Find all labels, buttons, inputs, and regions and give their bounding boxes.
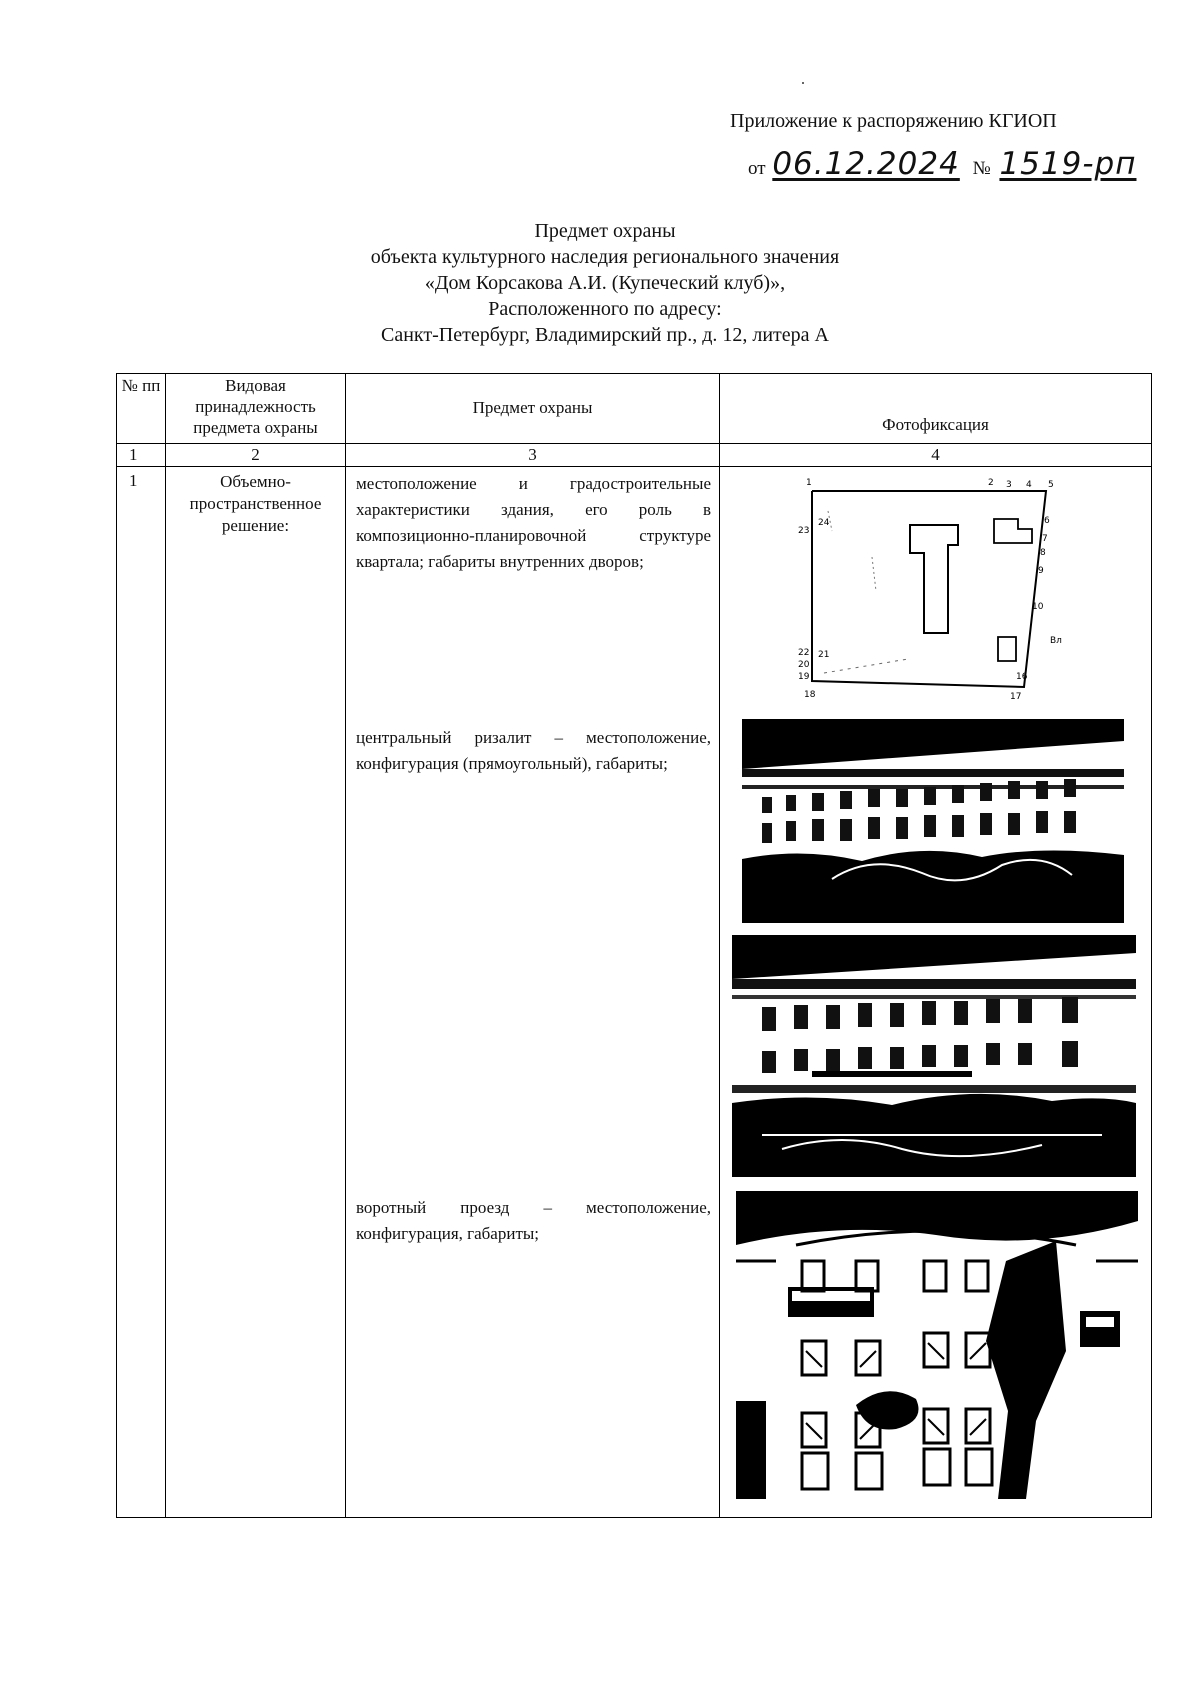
subject-item: центральный ризалит – местоположение, конфигурация (прямоугольный), габариты; <box>356 728 711 773</box>
header-row <box>117 374 1152 444</box>
row-number: 1 <box>117 467 166 1518</box>
header-subject: Предмет охраны <box>346 374 720 444</box>
order-date: 06.12.2024 <box>772 146 960 182</box>
col-number: 2 <box>166 444 346 467</box>
order-line <box>748 146 1136 182</box>
header-kind: Видовая принадлежность предмета охраны <box>166 374 346 444</box>
plan-point-label: 9 <box>1038 566 1044 576</box>
plan-point-label: 5 <box>1048 480 1054 490</box>
plan-point-label: 1 <box>806 478 812 488</box>
plan-point-label: 6 <box>1044 516 1050 526</box>
site-plan-icon <box>798 473 1098 705</box>
title-line-1: Предмет охраны <box>534 220 676 242</box>
row-kind: Объемно-пространственное решение: <box>166 467 346 1518</box>
col-number: 4 <box>720 444 1152 467</box>
plan-side-label: Вл <box>1050 636 1062 646</box>
header-photo: Фотофиксация <box>720 374 1152 444</box>
plan-point-label: 7 <box>1042 534 1048 544</box>
plan-point-label: 4 <box>1026 480 1032 490</box>
plan-point-label: 22 <box>798 648 810 658</box>
order-number: 1519-рп <box>999 146 1137 182</box>
subject-item: местоположение и градостроительные характеристики здания, его роль в композиционно-планировочной структуре квартала; габариты внутренних дворов; <box>356 474 711 571</box>
plan-point-label: 2 <box>988 478 994 488</box>
column-numbers-row <box>117 444 1152 467</box>
protection-table <box>116 373 1152 1518</box>
annex-title: Приложение к распоряжению КГИОП <box>730 110 1057 132</box>
plan-point-label: 23 <box>798 526 810 536</box>
plan-point-label: 19 <box>798 672 810 682</box>
number-sign: № <box>972 158 991 179</box>
plan-point-label: 21 <box>818 650 830 660</box>
col-number: 1 <box>117 444 166 467</box>
subject-item: воротный проезд – местоположение, конфигурация, габариты; <box>356 1198 711 1243</box>
row-subject-cell <box>346 467 720 1518</box>
row-photo-cell <box>720 467 1152 1518</box>
facade-photo-icon <box>742 719 1124 923</box>
gateway-photo-icon <box>736 1191 1138 1499</box>
plan-point-label: 18 <box>804 690 816 700</box>
title-line-4: Расположенного по адресу: <box>488 298 722 320</box>
title-line-5: Санкт-Петербург, Владимирский пр., д. 12, литера А <box>380 324 829 346</box>
col-number: 3 <box>346 444 720 467</box>
facade-photo-icon <box>732 935 1136 1177</box>
plan-point-label: 3 <box>1006 480 1012 490</box>
plan-point-label: 17 <box>1010 692 1022 702</box>
order-prefix: от <box>748 158 766 179</box>
title-line-2: объекта культурного наследия регионального значения <box>370 246 840 268</box>
plan-point-label: 10 <box>1032 602 1044 612</box>
plan-point-label: 8 <box>1040 548 1046 558</box>
header-num: № пп <box>117 374 166 444</box>
title-line-3: «Дом Корсакова А.И. (Купеческий клуб)», <box>424 272 786 294</box>
plan-point-label: 24 <box>818 518 830 528</box>
document-title <box>300 218 910 348</box>
table-row <box>117 467 1152 1518</box>
scan-speck <box>802 82 804 84</box>
plan-point-label: 20 <box>798 660 810 670</box>
plan-point-label: 16 <box>1016 672 1028 682</box>
